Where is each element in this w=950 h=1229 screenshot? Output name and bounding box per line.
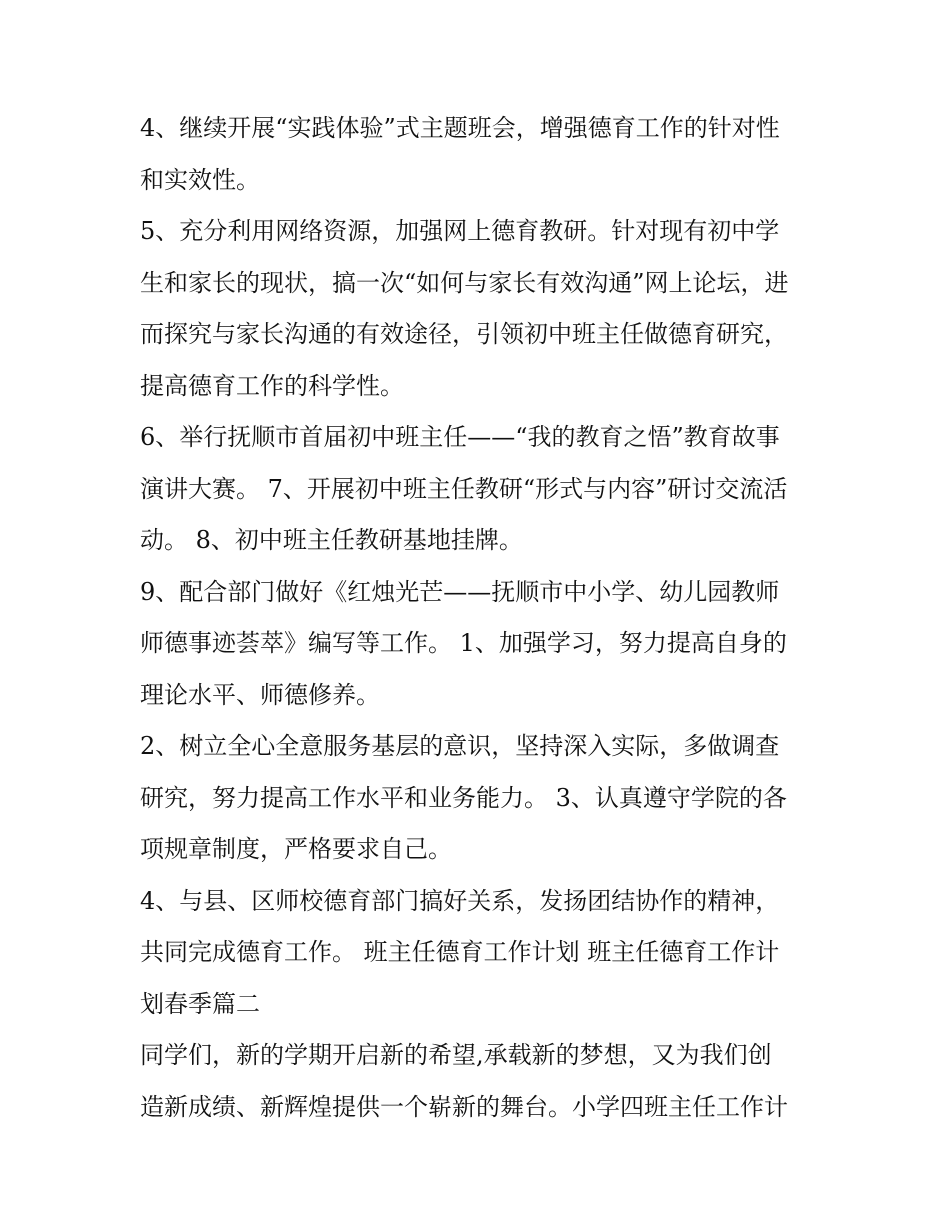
- text-line-17: 共同完成德育工作。 班主任德育工作计划 班主任德育工作计: [140, 938, 780, 966]
- text-line-8: 演讲大赛。 7、开展初中班主任教研“形式与内容”研讨交流活: [140, 474, 788, 503]
- text-line-6: 提高德育工作的科学性。: [140, 371, 404, 400]
- text-line-20: 造新成绩、新辉煌提供一个崭新的舞台。小学四班主任工作计: [140, 1092, 788, 1121]
- text-line-3: 5、充分利用网络资源，加强网上德育教研。针对现有初中学: [140, 217, 780, 245]
- text-line-4: 生和家长的现状，搞一次“如何与家长有效沟通”网上论坛，进: [140, 268, 789, 297]
- text-line-9: 动。 8、初中班主任教研基地挂牌。: [140, 526, 523, 554]
- text-line-19: 同学们，新的学期开启新的希望,承载新的梦想，又为我们创: [140, 1041, 772, 1069]
- text-line-7: 6、举行抚顺市首届初中班主任——“我的教育之悟”教育故事: [140, 423, 780, 451]
- text-line-11: 师德事迹荟萃》编写等工作。 1、加强学习，努力提高自身的: [140, 629, 787, 657]
- text-line-14: 研究，努力提高工作水平和业务能力。 3、认真遵守学院的各: [140, 783, 787, 812]
- text-line-5: 而探究与家长沟通的有效途径，引领初中班主任做德育研究，: [140, 320, 788, 348]
- text-line-2: 和实效性。: [140, 165, 260, 194]
- text-line-15: 项规章制度，严格要求自己。: [140, 835, 452, 863]
- text-line-1: 4、继续开展“实践体验”式主题班会，增强德育工作的针对性: [140, 114, 780, 142]
- text-line-10: 9、配合部门做好《红烛光芒——抚顺市中小学、幼儿园教师: [140, 577, 780, 606]
- document-body: [140, 103, 820, 1133]
- text-line-18: 划春季篇二: [140, 989, 260, 1018]
- text-line-12: 理论水平、师德修养。: [140, 680, 380, 709]
- text-line-13: 2、树立全心全意服务基层的意识，坚持深入实际，多做调查: [140, 732, 780, 760]
- text-line-16: 4、与县、区师校德育部门搞好关系，发扬团结协作的精神，: [140, 886, 780, 915]
